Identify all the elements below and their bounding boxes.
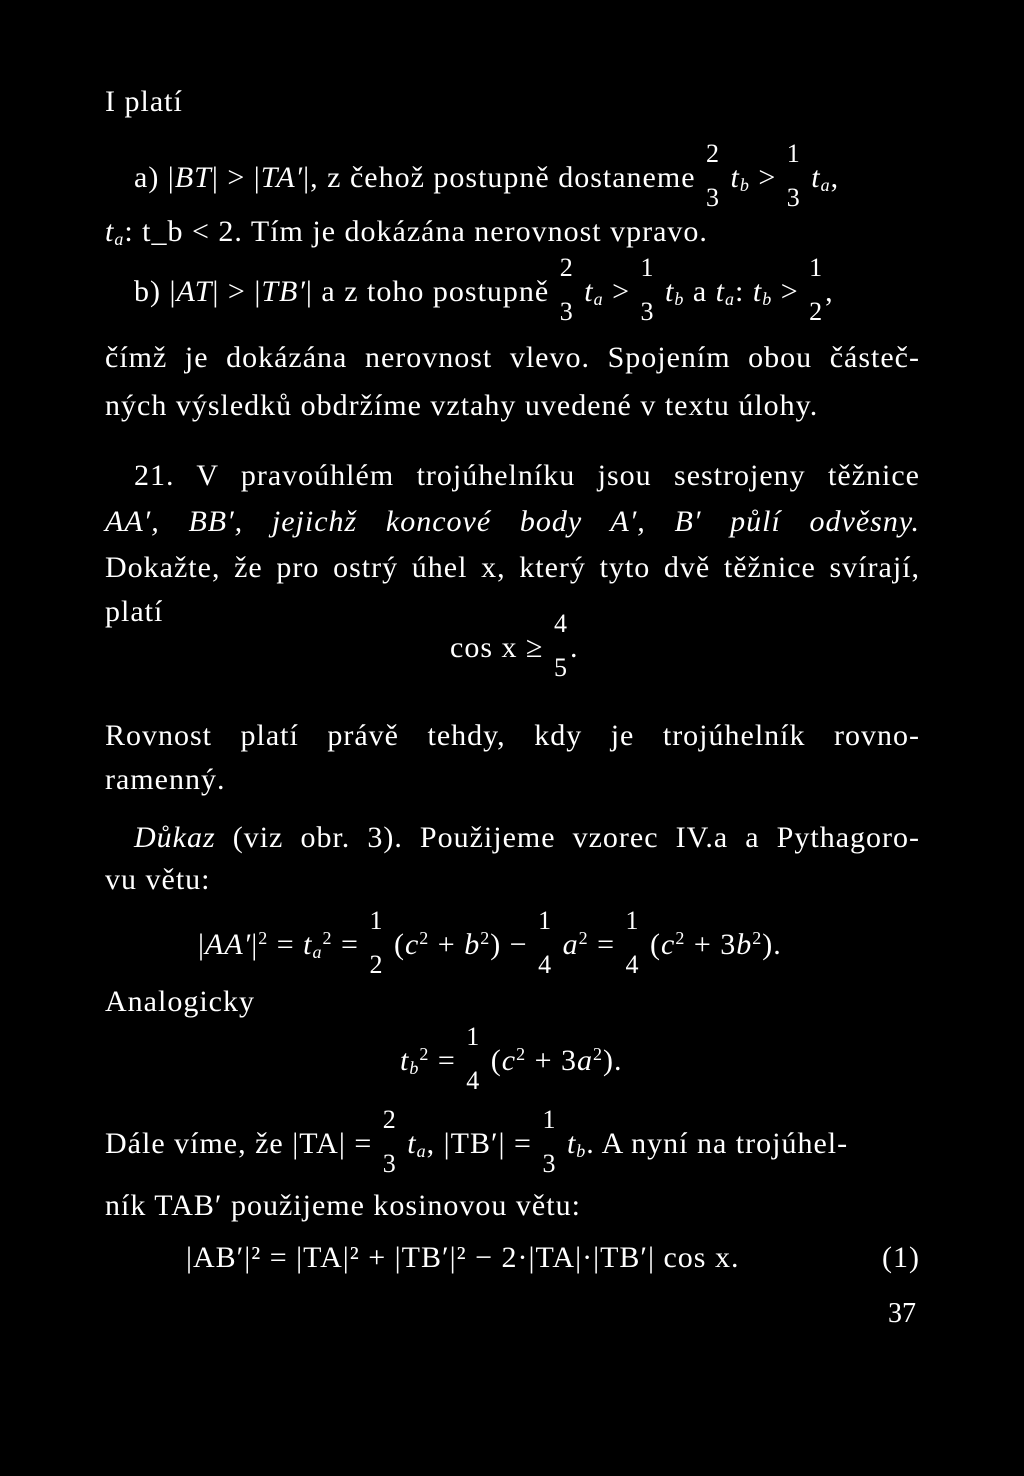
analogicky: Analogicky bbox=[105, 985, 255, 1018]
equation-aa: $|AA'|^2 = t_a^2$ = 1 2 $(c^2 + b^2)$ − 1 4 $a^2$ = 1 4 $(c^2 + 3b^2)$. bbox=[198, 906, 782, 980]
equation-cosine-rule: |AB′|² = |TA|² + |TB′|² − 2·|TA|·|TB′| cos x. bbox=[186, 1241, 740, 1274]
fraction-2-3: 2 3 bbox=[706, 139, 721, 213]
line-nych: ných výsledků obdržíme vztahy uvedené v textu úlohy. bbox=[105, 389, 819, 422]
problem-21-line1: 21. V pravoúhlém trojúhelníku jsou sestrojeny těžnice bbox=[134, 459, 920, 492]
equation-tb: $t_b^2$ = 1 4 $(c^2 + 3a^2)$. bbox=[400, 1022, 623, 1096]
fraction-1-3: 1 3 bbox=[786, 139, 801, 213]
fraction-4-5: 4 5 bbox=[553, 609, 568, 683]
problem-21-line4: platí bbox=[105, 595, 164, 628]
fraction-1-2: 1 2 bbox=[809, 253, 824, 327]
line-cimz: čímž je dokázána nerovnost vlevo. Spojením obou částeč- bbox=[105, 341, 920, 374]
equation-number: (1) bbox=[882, 1241, 920, 1274]
rovnost-line2: ramenný. bbox=[105, 763, 226, 796]
dukaz-line2: vu větu: bbox=[105, 863, 211, 896]
line-nik: ník TAB′ použijeme kosinovou větu: bbox=[105, 1189, 581, 1222]
problem-21-line3: Dokažte, že pro ostrý úhel x, který tyto dvě těžnice svírají, bbox=[105, 551, 920, 584]
fraction-2-3: 2 3 bbox=[559, 253, 574, 327]
cos-inequality: cos x ≥ 4 5 . bbox=[450, 609, 579, 683]
rovnost-line1: Rovnost platí právě tehdy, kdy je trojúhelník rovno- bbox=[105, 719, 920, 752]
line-i-plati: I platí bbox=[105, 85, 183, 118]
page-number: 37 bbox=[888, 1298, 916, 1329]
fraction-1-3: 1 3 bbox=[640, 253, 655, 327]
problem-21-line2: AA′, BB′, jejichž koncové body A′, B′ půlí odvěsny. bbox=[105, 505, 920, 538]
line-b: b) |AT| > |TB′| a z toho postupně 2 3 $t_a$ > 1 3 $t_b$ a $t_a$: $t_b$ > 1 2 , bbox=[134, 253, 834, 327]
line-tim: $t_a$: t_b < 2. Tím je dokázána nerovnost vpravo. bbox=[105, 215, 708, 249]
dukaz-line1: Důkaz (viz obr. 3). Použijeme vzorec IV.a a Pythagoro- bbox=[134, 821, 920, 854]
line-dale: Dále víme, že |TA| = 2 3 $t_a$, |TB′| = 1 3 $t_b$. A nyní na trojúhel- bbox=[105, 1105, 849, 1179]
line-a: a) |BT| > |TA′|, z čehož postupně dostaneme 2 3 $t_b$ > 1 3 $t_a$, bbox=[134, 139, 840, 213]
